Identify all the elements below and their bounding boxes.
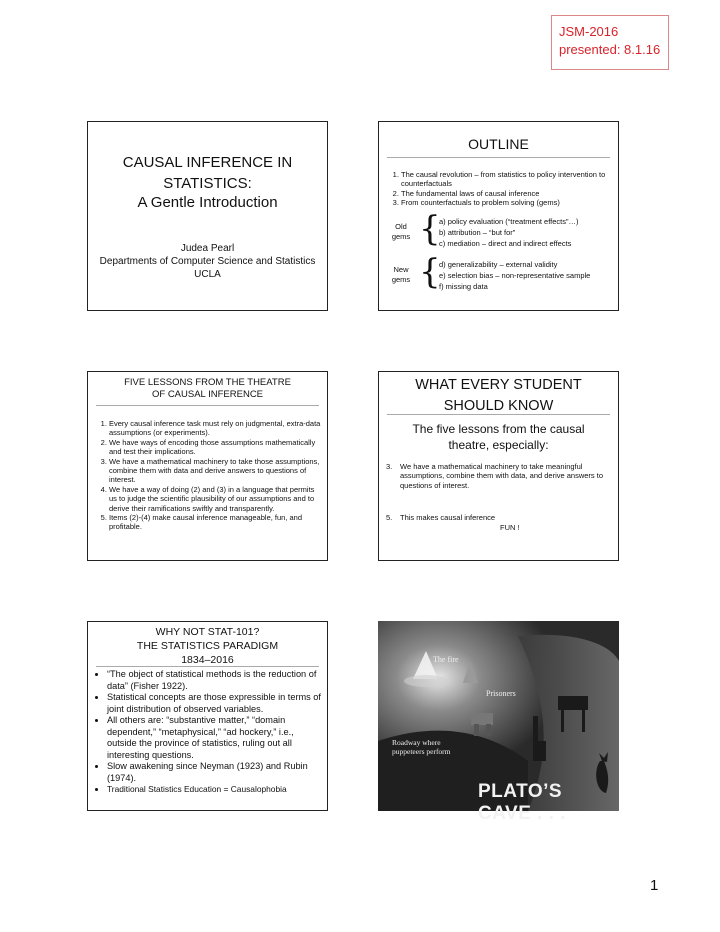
gem-item: a) policy evaluation (“treatment effects”…) — [439, 217, 579, 226]
outline-title: OUTLINE — [468, 136, 529, 152]
outline-item: 2. The fundamental laws of causal inference — [401, 189, 614, 198]
five-lessons-title — [88, 377, 327, 401]
old-gems-list — [439, 216, 579, 249]
every-student-title — [379, 375, 618, 417]
title-line-1: WHAT EVERY STUDENT — [415, 377, 582, 393]
subtitle-line-1: The five lessons from the causal — [412, 422, 585, 436]
slide-five-lessons — [87, 371, 328, 561]
five-lessons-list — [90, 419, 322, 532]
lesson-item: 5. Items (2)-(4) make causal inference manageable, fun, and profitable. — [109, 513, 322, 532]
title-line-1: CAUSAL INFERENCE IN — [122, 154, 293, 171]
title-line-2: STATISTICS: — [163, 175, 252, 192]
title-line-2: SHOULD KNOW — [443, 398, 554, 414]
slide-platos-cave — [378, 621, 619, 824]
slide-every-student — [378, 371, 619, 561]
subtitle-line-2: theatre, especially: — [448, 438, 549, 452]
title-divider — [387, 157, 610, 158]
gem-item: d) generalizability – external validity — [439, 260, 558, 269]
gem-item: e) selection bias – non-representative sample — [439, 271, 591, 280]
bullet-item: • Traditional Statistics Education = Causalophobia — [107, 784, 324, 796]
title-line-1: WHY NOT STAT-101? — [155, 626, 260, 638]
item-text: We have a mathematical machinery to take meaningful assumptions, combine them with data, and derive answers to questions of interest. — [400, 462, 604, 490]
outline-item: 1. The causal revolution – from statistics to policy intervention to counterfactuals — [401, 170, 614, 189]
bullet-item: • Statistical concepts are those expressible in terms of joint distribution of observed variables. — [107, 692, 324, 715]
every-student-subtitle — [379, 421, 618, 453]
lesson-item: 3. We have a mathematical machinery to take those assumptions, combine them with data and derive answers to questions of interest. — [109, 457, 322, 485]
presentation-stamp — [551, 15, 669, 70]
new-gems-list — [439, 259, 590, 292]
fire-label: The fire — [433, 655, 459, 664]
lesson-item: 4. We have a way of doing (2) and (3) in a language that permits us to judge the scientific plausibility of our assumptions and to derive their ramifications swiftly and transparently. — [109, 485, 322, 513]
outline-item: 3. From counterfactuals to problem solving (gems) — [401, 198, 614, 207]
title-divider — [96, 405, 319, 406]
slide-title — [87, 121, 328, 311]
title-divider — [96, 666, 319, 667]
bullet-item: • Slow awakening since Neyman (1923) and Rubin (1974). — [107, 761, 324, 784]
gem-item: f) missing data — [439, 282, 488, 291]
why-not-bullets — [89, 669, 324, 796]
slide-why-not-stat101 — [87, 621, 328, 811]
old-gems-label: Old gems — [391, 222, 411, 241]
slide1-author-block — [82, 242, 333, 281]
slide-outline — [378, 121, 619, 311]
gem-item: b) attribution – “but for” — [439, 228, 516, 237]
title-line-2: OF CAUSAL INFERENCE — [151, 389, 264, 400]
title-line-2: THE STATISTICS PARADIGM — [136, 640, 279, 652]
old-gems-brace: { — [419, 209, 441, 249]
item-text: This makes causal inference — [400, 513, 496, 522]
slide1-title — [88, 152, 327, 194]
title-divider — [387, 414, 610, 415]
new-gems-label: New gems — [391, 265, 411, 284]
author-dept: Departments of Computer Science and Statistics — [99, 256, 316, 267]
new-gems-brace: { — [419, 252, 441, 292]
item-number: 3. — [386, 462, 393, 471]
fun-text: FUN ! — [500, 523, 520, 532]
bullet-item: • All others are: “substantive matter,” “domain dependent,” “metaphysical,” “ad hockery,” i.e., outside the province of statistics, ruling out all interesting questions. — [107, 715, 324, 761]
slide1-subtitle: A Gentle Introduction — [137, 194, 278, 211]
lesson-item: 2. We have ways of encoding those assumptions mathematically and test their implications. — [109, 438, 322, 457]
stamp-line-1: JSM-2016 — [559, 24, 619, 39]
lesson-item: 1. Every causal inference task must rely on judgmental, extra-data assumptions (or experiments). — [109, 419, 322, 438]
prisoners-label: Prisoners — [486, 689, 516, 698]
bullet-item: • “The object of statistical methods is the reduction of data” (Fisher 1922). — [107, 669, 324, 692]
stamp-line-2: presented: 8.1.16 — [559, 42, 661, 57]
platos-cave-caption: PLATO’S CAVE . . . — [478, 781, 567, 824]
title-line-3: 1834–2016 — [181, 654, 234, 666]
page-number: 1 — [650, 877, 659, 894]
roadway-label: Roadway where puppeteers perform — [392, 738, 451, 756]
why-not-title — [88, 625, 327, 667]
item-number: 5. — [386, 513, 393, 522]
title-line-1: FIVE LESSONS FROM THE THEATRE — [124, 377, 291, 388]
gem-item: c) mediation – direct and indirect effects — [439, 239, 572, 248]
outline-list — [382, 170, 614, 208]
author-univ: UCLA — [194, 269, 221, 280]
author-name: Judea Pearl — [180, 243, 235, 254]
